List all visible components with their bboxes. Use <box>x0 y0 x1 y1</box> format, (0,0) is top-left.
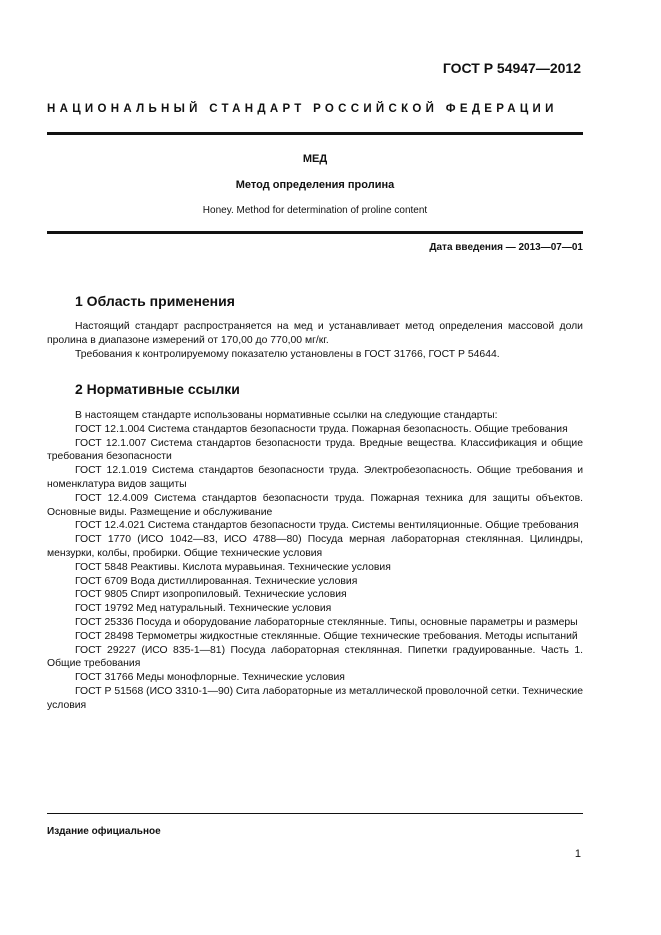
reference-item: ГОСТ 5848 Реактивы. Кислота муравьиная. Технические условия <box>75 561 391 573</box>
reference-item: ГОСТ 1770 (ИСО 1042—83, ИСО 4788—80) Посуда мерная лабораторная стеклянная. Цилиндры, мензурки, колбы, пробирки. Общие технические условия <box>47 534 583 559</box>
reference-item: ГОСТ 9805 Спирт изопропиловый. Технические условия <box>75 589 347 601</box>
section-1-heading: 1 Область применения <box>75 293 235 309</box>
reference-item: ГОСТ 28498 Термометры жидкостные стеклянные. Общие технические требования. Методы испытаний <box>75 630 578 642</box>
national-standard-banner: НАЦИОНАЛЬНЫЙ СТАНДАРТ РОССИЙСКОЙ ФЕДЕРАЦИИ <box>47 103 558 115</box>
reference-item: ГОСТ 12.4.021 Система стандартов безопасности труда. Системы вентиляционные. Общие требования <box>75 520 579 532</box>
title-rule <box>47 231 583 234</box>
reference-item: ГОСТ 29227 (ИСО 835-1—81) Посуда лабораторная стеклянная. Пипетки градуированные. Часть 1. Общие требования <box>47 644 583 670</box>
page-number: 1 <box>574 848 581 860</box>
reference-item: ГОСТ 12.1.004 Система стандартов безопасности труда. Пожарная безопасность. Общие требования <box>75 423 568 435</box>
header-rule <box>47 132 583 135</box>
reference-item: ГОСТ 12.1.019 Система стандартов безопасности труда. Электробезопасность. Общие требования и номенклатура видов защиты <box>47 465 583 490</box>
reference-item: ГОСТ Р 51568 (ИСО 3310-1—90) Сита лабораторные из металлической проволочной сетки. Технические условия <box>47 685 583 711</box>
section-2-intro: В настоящем стандарте использованы нормативные ссылки на следующие стандарты: <box>75 410 498 421</box>
reference-item: ГОСТ 12.4.009 Система стандартов безопасности труда. Пожарная техника для защиты объектов. Основные виды. Размещение и обслуживание <box>47 492 583 518</box>
footer-rule <box>47 813 583 814</box>
introduction-date: Дата введения — 2013—07—01 <box>429 242 583 253</box>
document-english-title: Honey. Method for determination of proline content <box>202 205 428 216</box>
gost-code: ГОСТ Р 54947—2012 <box>442 60 581 76</box>
section-1-paragraph: Требования к контролируемому показателю установлены в ГОСТ 31766, ГОСТ Р 54644. <box>75 348 500 360</box>
section-1-body <box>47 320 583 361</box>
document-title: МЕД <box>302 153 328 165</box>
reference-item: ГОСТ 25336 Посуда и оборудование лабораторные стеклянные. Типы, основные параметры и размеры <box>75 616 578 628</box>
official-edition-note: Издание официальное <box>47 826 161 837</box>
section-1-paragraph: Настоящий стандарт распространяется на мед и устанавливает метод определения массовой доли пролина в диапазоне измерений от 170,00 до 770,00 мг/кг. <box>47 321 583 346</box>
reference-item: ГОСТ 19792 Мед натуральный. Технические условия <box>75 603 332 615</box>
section-2-body <box>47 409 583 713</box>
reference-item: ГОСТ 12.1.007 Система стандартов безопасности труда. Вредные вещества. Классификация и общие требования безопасности <box>47 437 583 463</box>
document-subtitle: Метод определения пролина <box>235 179 395 191</box>
section-2-heading: 2 Нормативные ссылки <box>75 381 240 397</box>
reference-item: ГОСТ 6709 Вода дистиллированная. Технические условия <box>75 575 358 587</box>
reference-item: ГОСТ 31766 Меды монофлорные. Технические условия <box>75 672 345 684</box>
